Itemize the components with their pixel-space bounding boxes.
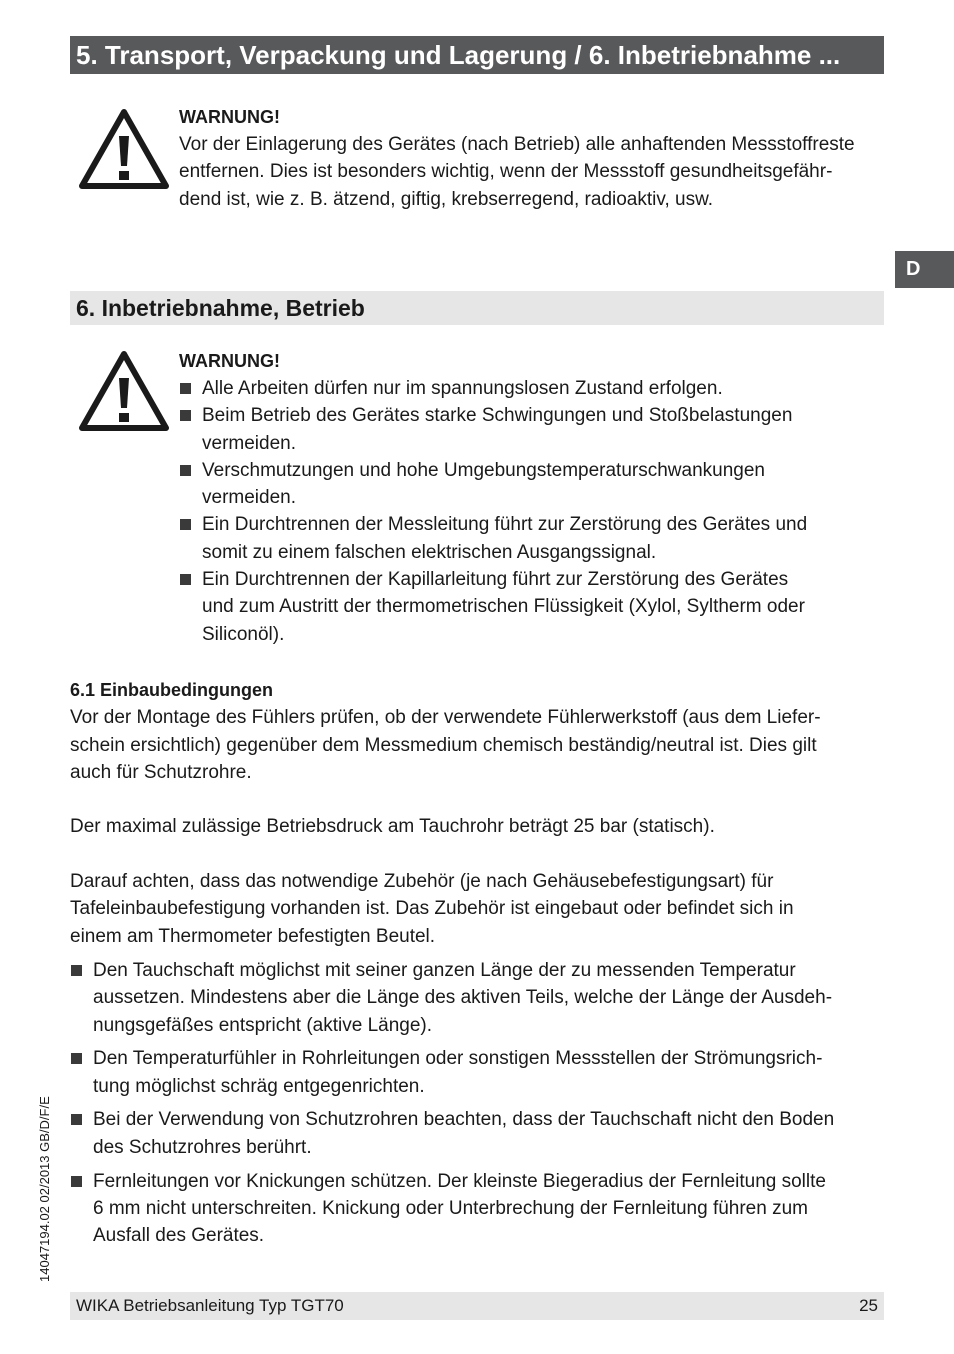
page-number: 25	[859, 1296, 878, 1315]
list-item: Fernleitungen vor Knickungen schützen. Der kleinste Biegeradius der Fernleitung sollte 6 mm nicht unterschreiten. Knickung oder Unterbrechung der Fernleitung führen zum Ausfall des Gerätes.	[70, 1168, 885, 1250]
square-bullet-icon	[71, 1176, 82, 1187]
list-item: Alle Arbeiten dürfen nur im spannungslosen Zustand erfolgen.	[179, 375, 889, 402]
square-bullet-icon	[180, 574, 191, 585]
list-item: Bei der Verwendung von Schutzrohren beachten, dass der Tauchschaft nicht den Boden des Schutzrohres berührt.	[70, 1106, 885, 1161]
subsection-title: 6.1 Einbaubedingungen	[70, 680, 274, 700]
list-item: Ein Durchtrennen der Messleitung führt zur Zerstörung des Gerätes und somit zu einem falschen elektrischen Ausgangssignal.	[179, 511, 889, 566]
warning-block-operation	[179, 348, 889, 648]
section-title: 6. Inbetriebnahme, Betrieb	[70, 291, 884, 325]
warning-line: entfernen. Dies ist besonders wichtig, wenn der Messstoff gesundheitsgefähr-	[179, 161, 833, 183]
paragraph: Darauf achten, dass das notwendige Zubehör (je nach Gehäusebefestigungsart) für Tafeleinbaubefestigung vorhanden ist. Das Zubehör ist eingebaut oder befindet sich in einem am Thermometer befestigten Beutel.	[70, 871, 794, 947]
warning-line: dend ist, wie z. B. ätzend, giftig, krebserregend, radioaktiv, usw.	[179, 188, 714, 210]
section-6-1	[70, 677, 885, 1256]
warning-list	[179, 375, 889, 648]
warning-line: Vor der Einlagerung des Gerätes (nach Betrieb) alle anhaftenden Messstoffreste	[179, 134, 855, 155]
list-item: Den Tauchschaft möglichst mit seiner ganzen Länge der zu messenden Temperatur aussetzen. Mindestens aber die Länge des aktiven Teils, welche der Länge der Ausdeh- nungsgefäßes entspricht (aktive Länge).	[70, 957, 885, 1039]
document-code: 14047194.02 02/2013 GB/D/F/E	[37, 1096, 52, 1282]
language-tab: D	[895, 251, 954, 288]
square-bullet-icon	[180, 383, 191, 394]
list-item: Ein Durchtrennen der Kapillarleitung führt zur Zerstörung des Gerätes und zum Austritt der thermometrischen Flüssigkeit (Xylol, Syltherm oder Siliconöl).	[179, 566, 889, 648]
installation-list	[70, 957, 885, 1249]
warning-triangle-icon	[78, 350, 170, 432]
warning-title: WARNUNG!	[179, 107, 280, 127]
square-bullet-icon	[180, 519, 191, 530]
list-item: Verschmutzungen und hohe Umgebungstemperaturschwankungen vermeiden.	[179, 457, 889, 512]
square-bullet-icon	[71, 1053, 82, 1064]
paragraph: Vor der Montage des Fühlers prüfen, ob der verwendete Fühlerwerkstoff (aus dem Liefer- schein ersichtlich) gegenüber dem Messmedium chemisch beständig/neutral ist. Dies gilt auch für Schutzrohre.	[70, 707, 821, 783]
square-bullet-icon	[180, 465, 191, 476]
list-item: Den Temperaturfühler in Rohrleitungen oder sonstigen Messstellen der Strömungsrich- tung möglichst schräg entgegenrichten.	[70, 1045, 885, 1100]
warning-triangle-icon	[78, 108, 170, 190]
page-footer	[70, 1292, 884, 1320]
warning-title: WARNUNG!	[179, 351, 280, 371]
square-bullet-icon	[71, 965, 82, 976]
warning-block-storage	[179, 104, 889, 213]
square-bullet-icon	[180, 410, 191, 421]
paragraph: Der maximal zulässige Betriebsdruck am Tauchrohr beträgt 25 bar (statisch).	[70, 816, 715, 838]
footer-text: WIKA Betriebsanleitung Typ TGT70	[76, 1296, 344, 1315]
square-bullet-icon	[71, 1114, 82, 1125]
list-item: Beim Betrieb des Gerätes starke Schwingungen und Stoßbelastungen vermeiden.	[179, 402, 889, 457]
page-header: 5. Transport, Verpackung und Lagerung / 6. Inbetriebnahme ...	[70, 36, 884, 74]
